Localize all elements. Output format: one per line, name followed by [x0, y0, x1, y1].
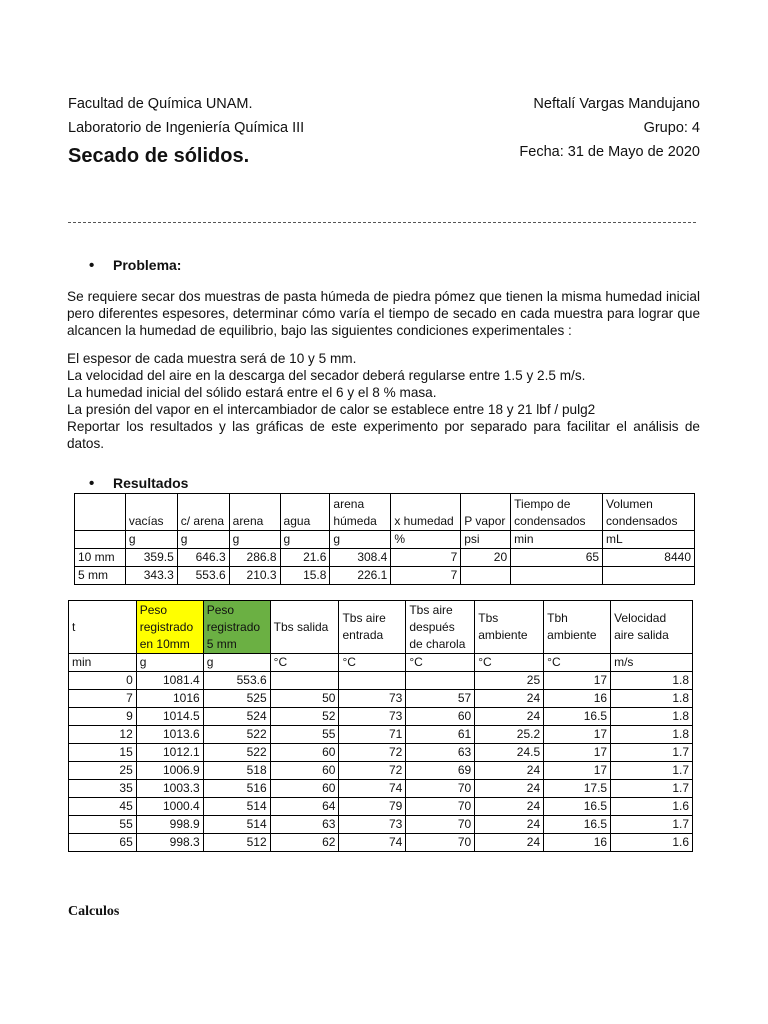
table-cell: 1.7: [611, 780, 693, 798]
table-cell: 17.5: [544, 780, 611, 798]
table-cell: 60: [270, 762, 339, 780]
table-cell: 20: [461, 549, 511, 567]
condition-line: Reportar los resultados y las gráficas de este experimento por separado para facilitar el análisis de datos.: [67, 419, 700, 451]
table-cell: 1000.4: [136, 798, 203, 816]
table-cell: 0: [69, 672, 137, 690]
header-cell: Velocidad aire salida: [611, 601, 693, 654]
table-cell: 73: [339, 690, 406, 708]
table-cell: 1012.1: [136, 744, 203, 762]
header-cell: arena: [229, 494, 280, 531]
unit-cell: psi: [461, 531, 511, 549]
table-cell: 65: [69, 834, 137, 852]
problem-intro: [67, 288, 700, 339]
table-row: [69, 708, 693, 726]
results-heading: • Resultados: [113, 475, 188, 491]
table-cell: 17: [544, 762, 611, 780]
lab-name: Laboratorio de Ingeniería Química III: [68, 120, 305, 136]
table-cell: 7: [391, 549, 461, 567]
unit-cell: min: [69, 654, 137, 672]
table-units-row: [75, 531, 695, 549]
header-cell: [75, 494, 126, 531]
table-cell: 64: [270, 798, 339, 816]
unit-cell: g: [136, 654, 203, 672]
condition-line: La velocidad del aire en la descarga del secador deberá regularse entre 1.5 y 2.5 m/s.: [67, 368, 586, 383]
unit-cell: [75, 531, 126, 549]
table-cell: 24: [475, 798, 544, 816]
header-cell: Volumen condensados: [603, 494, 695, 531]
header-cell: arena húmeda: [330, 494, 391, 531]
table-cell: 24: [475, 708, 544, 726]
table-cell: 25.2: [475, 726, 544, 744]
unit-cell: g: [203, 654, 270, 672]
table-cell: 45: [69, 798, 137, 816]
table-cell: 71: [339, 726, 406, 744]
table-cell: 57: [406, 690, 475, 708]
table-cell: [603, 567, 695, 585]
table-cell: 1.6: [611, 798, 693, 816]
table-cell: 15.8: [280, 567, 330, 585]
table-cell: 74: [339, 834, 406, 852]
table-cell: [270, 672, 339, 690]
table-cell: 524: [203, 708, 270, 726]
table-cell: 24.5: [475, 744, 544, 762]
table-cell: 70: [406, 816, 475, 834]
table-cell: 7: [69, 690, 137, 708]
unit-cell: °C: [270, 654, 339, 672]
table-cell: 12: [69, 726, 137, 744]
table-cell: 24: [475, 834, 544, 852]
table-cell: 1006.9: [136, 762, 203, 780]
table-cell: 226.1: [330, 567, 391, 585]
table-cell: 63: [406, 744, 475, 762]
condition-line: La humedad inicial del sólido estará entre el 6 y el 8 % masa.: [67, 385, 437, 400]
unit-cell: g: [280, 531, 330, 549]
table-cell: 69: [406, 762, 475, 780]
table-row: [69, 690, 693, 708]
table-row: [69, 816, 693, 834]
table-cell: 17: [544, 672, 611, 690]
table-cell: 1.8: [611, 672, 693, 690]
table-cell: 17: [544, 726, 611, 744]
table-cell: 1003.3: [136, 780, 203, 798]
table-cell: 55: [69, 816, 137, 834]
header-cell: agua: [280, 494, 330, 531]
table-cell: 553.6: [177, 567, 229, 585]
table-cell: 1.7: [611, 744, 693, 762]
group-label: Grupo: 4: [643, 120, 700, 136]
table-row: [69, 798, 693, 816]
problem-conditions: [67, 350, 700, 452]
condition-line: El espesor de cada muestra será de 10 y 5 mm.: [67, 351, 357, 366]
table-cell: [461, 567, 511, 585]
table-row: [69, 780, 693, 798]
header-cell: Tbs aire después de charola: [406, 601, 475, 654]
unit-cell: °C: [475, 654, 544, 672]
table-header-row: [75, 494, 695, 531]
table-cell: 553.6: [203, 672, 270, 690]
table-cell: 70: [406, 834, 475, 852]
header-cell: Peso registrado en 10mm: [136, 601, 203, 654]
table-cell: 525: [203, 690, 270, 708]
table-cell: 50: [270, 690, 339, 708]
unit-cell: g: [177, 531, 229, 549]
table-cell: 16.5: [544, 708, 611, 726]
table-cell: 70: [406, 798, 475, 816]
header-cell: t: [69, 601, 137, 654]
table-cell: 522: [203, 726, 270, 744]
table-cell: [511, 567, 603, 585]
table-cell: 518: [203, 762, 270, 780]
table-row: [69, 744, 693, 762]
table-cell: 308.4: [330, 549, 391, 567]
table-cell: 1.6: [611, 834, 693, 852]
table-cell: 72: [339, 762, 406, 780]
table-cell: 60: [270, 780, 339, 798]
table-cell: 79: [339, 798, 406, 816]
table-cell: 516: [203, 780, 270, 798]
table-cell: 61: [406, 726, 475, 744]
table-row: [69, 672, 693, 690]
table-cell: 210.3: [229, 567, 280, 585]
table-cell: 1014.5: [136, 708, 203, 726]
unit-cell: mL: [603, 531, 695, 549]
table-cell: 60: [406, 708, 475, 726]
header-cell: Tbs salida: [270, 601, 339, 654]
unit-cell: °C: [544, 654, 611, 672]
date-label: Fecha: 31 de Mayo de 2020: [519, 144, 700, 160]
table-cell: 343.3: [125, 567, 177, 585]
header-cell: Tbs aire entrada: [339, 601, 406, 654]
table-cell: 52: [270, 708, 339, 726]
table-cell: 24: [475, 816, 544, 834]
unit-cell: °C: [339, 654, 406, 672]
results-table-samples: [74, 493, 695, 585]
unit-cell: m/s: [611, 654, 693, 672]
unit-cell: min: [511, 531, 603, 549]
document-title: Secado de sólidos.: [68, 145, 250, 167]
table-cell: 25: [69, 762, 137, 780]
dashed-divider: [68, 222, 696, 223]
table-cell: 72: [339, 744, 406, 762]
table-cell: 63: [270, 816, 339, 834]
unit-cell: g: [229, 531, 280, 549]
table-header-row: [69, 601, 693, 654]
table-row: [69, 762, 693, 780]
header-cell: P vapor: [461, 494, 511, 531]
table-cell: 5 mm: [75, 567, 126, 585]
table-cell: 73: [339, 708, 406, 726]
table-cell: 16.5: [544, 816, 611, 834]
table-cell: 10 mm: [75, 549, 126, 567]
header-cell: vacías: [125, 494, 177, 531]
table-cell: 60: [270, 744, 339, 762]
table-cell: 15: [69, 744, 137, 762]
table-cell: 73: [339, 816, 406, 834]
table-cell: [339, 672, 406, 690]
header-cell: c/ arena: [177, 494, 229, 531]
table-cell: 998.3: [136, 834, 203, 852]
table-row: [75, 567, 695, 585]
faculty-name: Facultad de Química UNAM.: [68, 96, 253, 112]
table-cell: 9: [69, 708, 137, 726]
condition-line: La presión del vapor en el intercambiador de calor se establece entre 18 y 21 lbf / pulg2: [67, 402, 596, 417]
unit-cell: %: [391, 531, 461, 549]
table-cell: 1.8: [611, 708, 693, 726]
author-name: Neftalí Vargas Mandujano: [533, 96, 700, 112]
table-cell: 16: [544, 690, 611, 708]
table-cell: 998.9: [136, 816, 203, 834]
table-units-row: [69, 654, 693, 672]
table-row: [75, 549, 695, 567]
table-cell: 1081.4: [136, 672, 203, 690]
table-cell: 55: [270, 726, 339, 744]
header-cell: Tbh ambiente: [544, 601, 611, 654]
table-cell: 286.8: [229, 549, 280, 567]
unit-cell: g: [125, 531, 177, 549]
table-cell: 359.5: [125, 549, 177, 567]
header-cell: x humedad: [391, 494, 461, 531]
table-cell: 1.7: [611, 816, 693, 834]
table-row: [69, 834, 693, 852]
header-cell: Tiempo de condensados: [511, 494, 603, 531]
table-cell: 62: [270, 834, 339, 852]
header-cell: Peso registrado 5 mm: [203, 601, 270, 654]
unit-cell: °C: [406, 654, 475, 672]
table-cell: 522: [203, 744, 270, 762]
table-cell: 35: [69, 780, 137, 798]
table-cell: 1.8: [611, 690, 693, 708]
problem-heading: • Problema:: [113, 257, 181, 273]
table-cell: [406, 672, 475, 690]
table-cell: 646.3: [177, 549, 229, 567]
table-cell: 1.7: [611, 762, 693, 780]
table-cell: 8440: [603, 549, 695, 567]
problem-intro-text: Se requiere secar dos muestras de pasta húmeda de piedra pómez que tienen la misma humedad inicial pero diferentes espesores, determinar cómo varía el tiempo de secado en cada muestra para lograr que alcancen la humedad de equilibrio, bajo las siguientes condiciones experimentales :: [67, 289, 700, 338]
table-cell: 24: [475, 762, 544, 780]
table-cell: 7: [391, 567, 461, 585]
table-cell: 21.6: [280, 549, 330, 567]
table-cell: 17: [544, 744, 611, 762]
table-cell: 25: [475, 672, 544, 690]
table-cell: 512: [203, 834, 270, 852]
table-cell: 74: [339, 780, 406, 798]
table-cell: 24: [475, 690, 544, 708]
unit-cell: g: [330, 531, 391, 549]
table-cell: 16.5: [544, 798, 611, 816]
table-cell: 1.8: [611, 726, 693, 744]
calculations-heading: Calculos: [68, 904, 120, 919]
table-row: [69, 726, 693, 744]
table-cell: 65: [511, 549, 603, 567]
table-cell: 1013.6: [136, 726, 203, 744]
table-cell: 514: [203, 798, 270, 816]
table-cell: 16: [544, 834, 611, 852]
table-cell: 70: [406, 780, 475, 798]
header-cell: Tbs ambiente: [475, 601, 544, 654]
results-table-drying: [68, 600, 693, 852]
table-cell: 514: [203, 816, 270, 834]
table-cell: 24: [475, 780, 544, 798]
table-cell: 1016: [136, 690, 203, 708]
